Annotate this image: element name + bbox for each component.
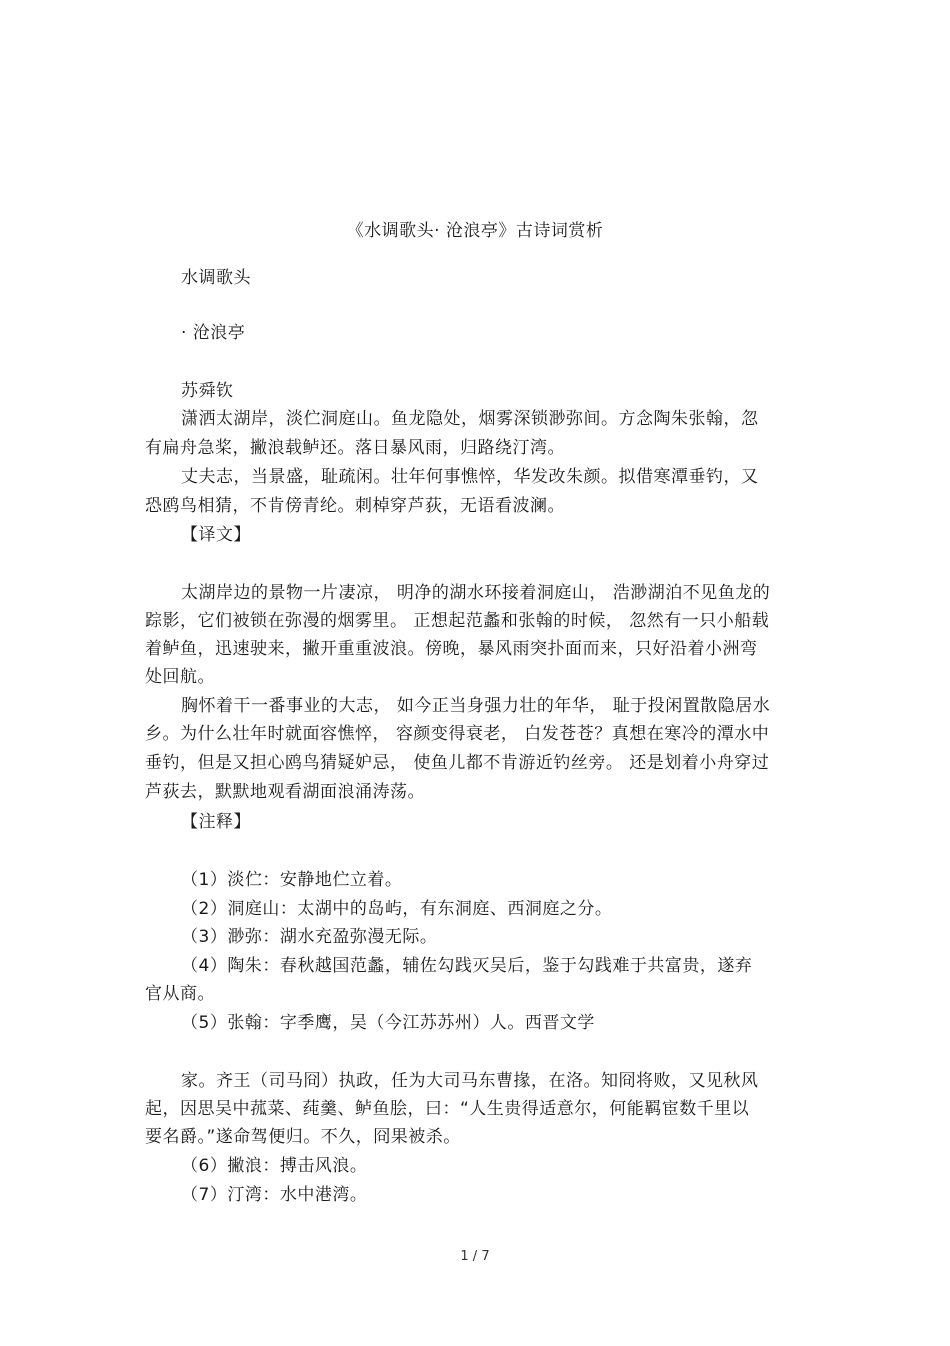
note-item: 家。齐王（司马冏）执政，任为大司马东曹掾，在洛。知冏将败，又见秋风 [181, 1071, 759, 1091]
note-item: （6）撇浪：搏击风浪。 [181, 1156, 368, 1176]
page-number: 1 / 7 [460, 1249, 490, 1264]
note-item: 要名爵。”遂命驾便归。不久，冏果被杀。 [145, 1127, 461, 1147]
poem-name-heading: 水调歌头 [181, 268, 251, 288]
note-item: （1）淡伫：安静地伫立着。 [181, 870, 403, 890]
translation-heading: 【译文】 [181, 525, 251, 545]
translation-line: 处回航。 [145, 667, 215, 687]
note-item: （5）张翰：字季鹰，吴（今江苏苏州）人。西晋文学 [181, 1013, 595, 1033]
poem-line: 潇洒太湖岸，淡伫洞庭山。鱼龙隐处，烟雾深锁渺弥间。方念陶朱张翰，忽 [181, 409, 759, 429]
poem-line: 丈夫志，当景盛，耻疏闲。壮年何事憔悴，华发改朱颜。拟借寒潭垂钓，又 [181, 467, 759, 487]
note-item: （2）洞庭山：太湖中的岛屿，有东洞庭、西洞庭之分。 [181, 899, 613, 919]
poem-subtitle: · 沧浪亭 [181, 323, 246, 343]
translation-line: 着鲈鱼，迅速驶来，撇开重重波浪。傍晚，暴风雨突扑面而来，只好沿着小洲弯 [145, 639, 758, 659]
translation-line: 胸怀着干一番事业的大志， 如今正当身强力壮的年华， 耻于投闲置散隐居水 [181, 696, 771, 716]
note-item: （7）汀湾：水中港湾。 [181, 1185, 368, 1205]
translation-line: 垂钓，但是又担心鸥鸟猜疑妒忌， 使鱼儿都不肯游近钓丝旁。 还是划着小舟穿过 [145, 753, 770, 773]
note-item: 官从商。 [145, 984, 215, 1004]
document-title: 《水调歌头· 沧浪亭》古诗词赏析 [346, 221, 604, 241]
note-item: （3）渺弥：湖水充盈弥漫无际。 [181, 927, 438, 947]
translation-line: 踪影，它们被锁在弥漫的烟雾里。 正想起范蠡和张翰的时候， 忽然有一只小船载 [145, 611, 770, 631]
translation-line: 乡。为什么壮年时就面容憔悴， 容颜变得衰老， 白发苍苍？真想在寒冷的潭水中 [145, 724, 770, 744]
poem-line: 恐鸥鸟相猜，不肯傍青纶。刺棹穿芦荻，无语看波澜。 [145, 496, 565, 516]
translation-line: 芦荻去，默默地观看湖面浪涌涛荡。 [145, 782, 425, 802]
note-item: 起，因思吴中菰菜、莼羹、鲈鱼脍，曰：“人生贵得适意尔，何能羁宦数千里以 [145, 1099, 750, 1119]
poem-author: 苏舜钦 [181, 381, 234, 401]
note-item: （4）陶朱：春秋越国范蠡，辅佐勾践灭吴后，鉴于勾践难于共富贵，遂弃 [181, 956, 753, 976]
translation-line: 太湖岸边的景物一片凄凉， 明净的湖水环接着洞庭山， 浩渺湖泊不见鱼龙的 [181, 583, 771, 603]
notes-heading: 【注释】 [181, 812, 251, 832]
poem-line: 有扁舟急桨，撇浪载鲈还。落日暴风雨，归路绕汀湾。 [145, 438, 565, 458]
